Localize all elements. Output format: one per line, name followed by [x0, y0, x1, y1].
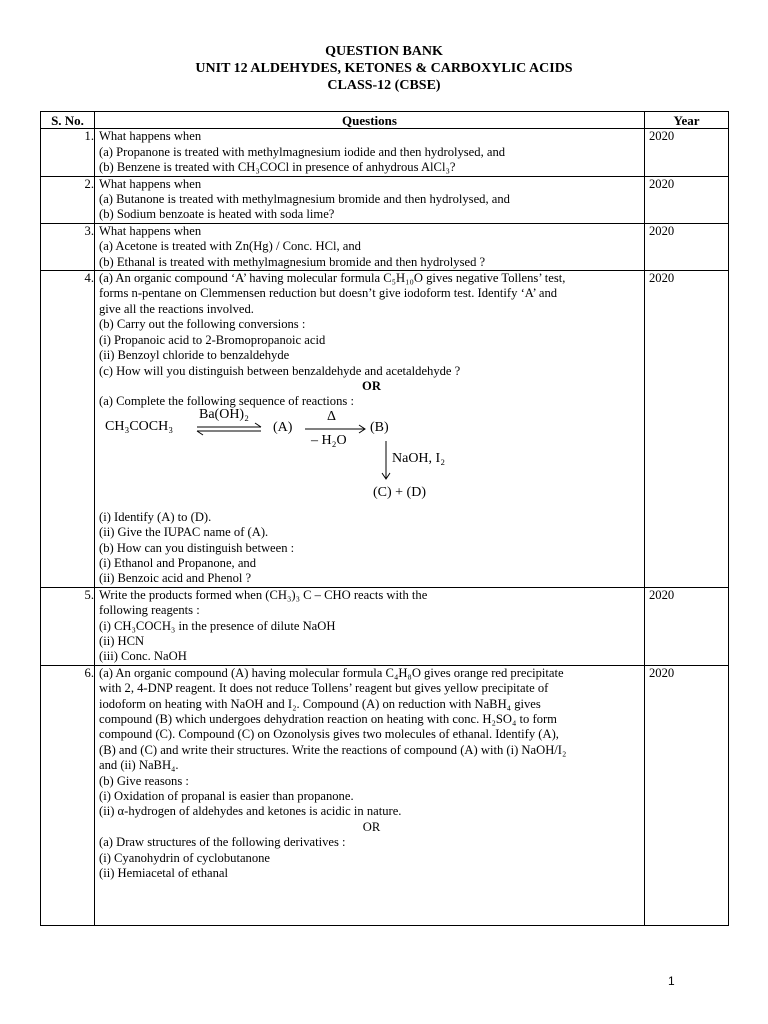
header-year: Year	[645, 112, 729, 129]
question-line: (ii) α-hydrogen of aldehydes and ketones is acidic in nature.	[99, 804, 402, 819]
question-line: What happens when	[99, 129, 202, 144]
question-line: (ii) Benzoic acid and Phenol ?	[99, 571, 252, 586]
row-sno: 5.	[41, 587, 95, 665]
question-line: Write the products formed when (CH₃)₃ C – CHO reacts with the	[99, 587, 428, 602]
question-line: (a) Draw structures of the following derivatives :	[99, 835, 346, 850]
question-line: iodoform on heating with NaOH and I₂. Compound (A) on reduction with NaBH₄ gives	[99, 696, 541, 711]
or-separator: OR	[362, 378, 381, 393]
product-a: (A)	[273, 419, 293, 435]
row-year: 2020	[645, 665, 729, 925]
row-sno: 2.	[41, 176, 95, 223]
question-line: compound (B) which undergoes dehydration reaction on heating with conc. H₂SO₄ to form	[99, 712, 557, 726]
question-line: and (ii) NaBH₄.	[99, 758, 179, 773]
row-year: 2020	[645, 271, 729, 588]
or-separator: OR	[362, 819, 381, 834]
question-line: (b) Sodium benzoate is heated with soda lime?	[99, 207, 335, 222]
row-question	[95, 176, 645, 223]
row-year: 2020	[645, 176, 729, 223]
delta-symbol: Δ	[327, 408, 337, 424]
title-unit: UNIT 12 ALDEHYDES, KETONES & CARBOXYLIC ACIDS	[195, 61, 573, 76]
question-line: (a) An organic compound ‘A’ having molecular formula C₅H₁₀O gives negative Tollens’ test,	[99, 271, 566, 286]
row-question	[95, 129, 645, 176]
question-line: compound (C). Compound (C) on Ozonolysis gives two molecules of ethanal. Identify (A),	[99, 727, 559, 742]
table-row	[41, 129, 729, 176]
table-row	[41, 223, 729, 270]
question-line: with 2, 4-DNP reagent. It does not reduce Tollens’ reagent but gives yellow precipitate of	[99, 681, 549, 696]
question-line: (ii) HCN	[99, 633, 145, 648]
question-line: following reagents :	[99, 603, 200, 618]
row-question	[95, 223, 645, 270]
question-line: forms n-pentane on Clemmensen reduction but doesn’t give iodoform test. Identify ‘A’ and	[99, 286, 558, 301]
question-table	[40, 111, 729, 926]
row-question	[95, 665, 645, 925]
question-line: (b) Benzene is treated with CH₃COCl in presence of anhydrous AlCl₃?	[99, 160, 456, 175]
table-row	[41, 665, 729, 925]
table-row	[41, 587, 729, 665]
question-line: (a) Propanone is treated with methylmagnesium iodide and then hydrolysed, and	[99, 144, 506, 159]
table-header-row	[41, 112, 729, 129]
question-line: What happens when	[99, 176, 202, 191]
question-line: (B) and (C) and write their structures. Write the reactions of compound (A) with (i) NaOH/I₂	[99, 742, 567, 757]
question-line: (ii) Hemiacetal of ethanal	[99, 866, 229, 881]
question-line: (b) Give reasons :	[99, 773, 189, 788]
question-line: (i) Cyanohydrin of cyclobutanone	[99, 850, 271, 865]
row-sno: 1.	[41, 129, 95, 176]
reactant-acetone: CH₃COCH₃	[105, 418, 174, 434]
question-line: (b) How can you distinguish between :	[99, 540, 295, 555]
row-sno: 3.	[41, 223, 95, 270]
title-class: CLASS-12 (CBSE)	[327, 78, 441, 93]
minus-water: – H₂O	[311, 432, 347, 448]
question-line: (c) How will you distinguish between benzaldehyde and acetaldehyde ?	[99, 363, 461, 378]
document-header	[0, 43, 768, 94]
page-number: 1	[668, 974, 675, 988]
question-line: (i) Ethanol and Propanone, and	[99, 555, 257, 570]
equilibrium-arrow-forward-head	[255, 423, 261, 427]
reaction-scheme	[99, 406, 644, 509]
table-row	[41, 176, 729, 223]
product-b: (B)	[370, 419, 389, 435]
row-sno: 4.	[41, 271, 95, 588]
row-year: 2020	[645, 129, 729, 176]
question-line: What happens when	[99, 223, 202, 238]
question-line: (a) Butanone is treated with methylmagnesium bromide and then hydrolysed, and	[99, 192, 510, 207]
header-sno: S. No.	[41, 112, 95, 129]
table-row	[41, 271, 729, 588]
question-line: (ii) Give the IUPAC name of (A).	[99, 525, 269, 540]
equilibrium-arrow-backward-head	[197, 431, 203, 435]
header-questions: Questions	[95, 112, 645, 129]
question-line: (i) Propanoic acid to 2-Bromopropanoic acid	[99, 332, 326, 347]
title-question-bank: QUESTION BANK	[325, 44, 443, 59]
question-line: (b) Carry out the following conversions :	[99, 317, 306, 332]
question-line: (b) Ethanal is treated with methylmagnesium bromide and then hydrolysed ?	[99, 254, 486, 269]
row-year: 2020	[645, 587, 729, 665]
reagent-baoh2: Ba(OH)₂	[199, 406, 249, 422]
question-line: (a) An organic compound (A) having molecular formula C₄H₈O gives orange red precipitate	[99, 665, 564, 680]
question-line: (ii) Benzoyl chloride to benzaldehyde	[99, 348, 290, 363]
question-line: (i) Oxidation of propanal is easier than propanone.	[99, 789, 354, 804]
row-sno: 6.	[41, 665, 95, 925]
question-line: (iii) Conc. NaOH	[99, 649, 187, 664]
reagent-naoh-i2: NaOH, I₂	[392, 450, 446, 466]
question-line: (a) Acetone is treated with Zn(Hg) / Conc. HCl, and	[99, 239, 361, 254]
question-line: give all the reactions involved.	[99, 301, 254, 316]
row-question	[95, 271, 645, 588]
question-line: (i) Identify (A) to (D).	[99, 509, 212, 524]
question-line: (a) Complete the following sequence of reactions :	[99, 394, 354, 409]
row-question	[95, 587, 645, 665]
row-year: 2020	[645, 223, 729, 270]
products-c-d: (C) + (D)	[373, 484, 426, 500]
question-line: (i) CH₃COCH₃ in the presence of dilute NaOH	[99, 618, 336, 633]
